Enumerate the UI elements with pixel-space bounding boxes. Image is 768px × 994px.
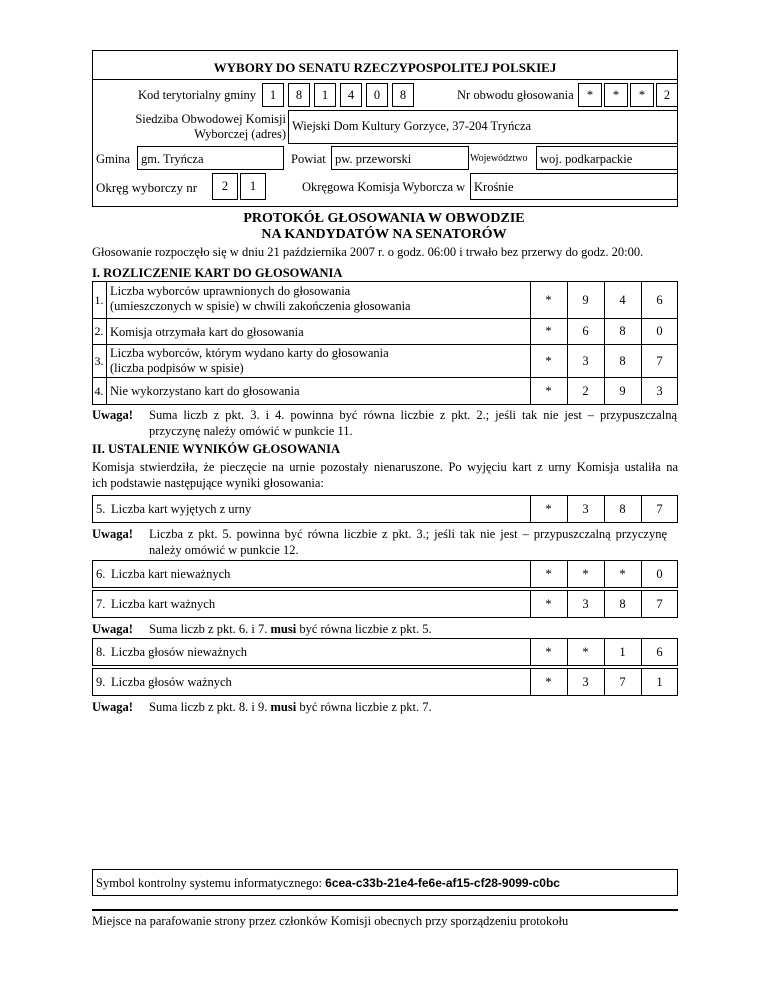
note-text-part: być równa liczbie z pkt. 7. <box>299 700 432 714</box>
row-number: 8. <box>96 645 106 659</box>
row-label-line: Liczba wyborców uprawnionych do głosowania <box>110 284 351 298</box>
digit-cell: * <box>545 501 552 516</box>
symbol-label: Symbol kontrolny systemu informatycznego: <box>96 876 323 890</box>
digit-cell: * <box>545 383 552 398</box>
digit-cell: 6 <box>582 324 589 338</box>
row-label: Liczba głosów nieważnych <box>111 645 248 659</box>
digit-cell: * <box>545 324 552 338</box>
wojewodztwo-label: Województwo <box>470 153 528 164</box>
symbol-value: 6cea-c33b-21e4-fe6e-af15-cf28-9099-c0bc <box>325 876 560 890</box>
row-number: 4. <box>94 383 104 398</box>
digit-cell: * <box>545 353 552 368</box>
row-number: 7. <box>96 597 106 611</box>
digit-cell: 4 <box>619 292 626 307</box>
siedziba-value: Wiejski Dom Kultury Gorzyce, 37-204 Tryńcza <box>292 119 532 133</box>
row-number: 6. <box>96 567 106 581</box>
okreg-label: Okręg wyborczy nr <box>96 180 198 195</box>
digit-cell: 8 <box>619 501 626 516</box>
digit-cell: 7 <box>656 596 663 611</box>
section2-intro: Komisja stwierdziła, że pieczęcie na urnie pozostały nienaruszone. Po wyjęciu kart z urny Komisja ustaliła na <box>92 460 678 474</box>
note-text <box>149 700 432 715</box>
powiat-value: pw. przeworski <box>335 152 412 166</box>
note-label: Uwaga! <box>92 408 133 422</box>
digit-cell: 3 <box>582 596 589 611</box>
obwod-digit: 2 <box>656 83 678 107</box>
row-label: Liczba kart wyjętych z urny <box>111 502 252 516</box>
note-text-part: być równa liczbie z pkt. 5. <box>299 622 432 636</box>
note-text: Suma liczb z pkt. 3. i 4. powinna być równa liczbie z pkt. 2.; jeśli tak nie jest – przypuszczalną <box>149 408 677 422</box>
row-number: 5. <box>96 502 106 516</box>
kod-digit: 8 <box>288 83 310 107</box>
row-label-line: (liczba podpisów w spisie) <box>110 361 244 375</box>
kod-digit: 1 <box>262 83 284 107</box>
digit-cell: 0 <box>656 566 663 581</box>
siedziba-label-line: Wyborczej (adres) <box>194 127 286 141</box>
section1-heading: I. ROZLICZENIE KART DO GŁOSOWANIA <box>92 266 343 280</box>
note-text-part: Suma liczb z pkt. 8. i 9. <box>149 700 268 714</box>
digit-cell: 9 <box>582 292 589 307</box>
note-label: Uwaga! <box>92 622 133 636</box>
digit-cell: 3 <box>582 353 589 368</box>
row-label <box>110 346 389 376</box>
row-label: Liczba głosów ważnych <box>111 675 232 689</box>
digit-cell: 3 <box>582 501 589 516</box>
wojewodztwo-value: woj. podkarpackie <box>540 152 633 166</box>
okreg-digit: 1 <box>240 173 266 200</box>
digit-cell: 1 <box>656 674 663 689</box>
digit-cell: * <box>582 644 589 659</box>
siedziba-label-line: Siedziba Obwodowej Komisji <box>135 112 286 126</box>
footer-divider <box>92 909 678 911</box>
note-emphasis: musi <box>270 700 297 714</box>
digit-cell: 9 <box>619 383 626 398</box>
digit-cell: * <box>545 566 552 581</box>
kod-digit: 0 <box>366 83 388 107</box>
row-label: Nie wykorzystano kart do głosowania <box>110 384 300 398</box>
digit-cell: * <box>545 596 552 611</box>
note-text <box>149 622 432 637</box>
obwod-digit: * <box>604 83 628 107</box>
digit-cell: 6 <box>656 292 663 307</box>
note-emphasis: musi <box>270 622 297 636</box>
digit-cell: 7 <box>619 674 626 689</box>
digit-cell: 7 <box>656 353 663 368</box>
row-number: 3. <box>94 353 104 368</box>
note-label: Uwaga! <box>92 700 133 714</box>
row-label: Liczba kart nieważnych <box>111 567 231 581</box>
row-label <box>110 284 411 314</box>
note-text: należy omówić w punkcie 12. <box>149 543 299 557</box>
powiat-label: Powiat <box>291 152 326 166</box>
obwod-digit: * <box>630 83 654 107</box>
row-label-line: (umieszczonych w spisie) w chwili zakończenia głosowania <box>110 299 411 313</box>
section2-intro: ich podstawie następujące wyniki głosowania: <box>92 476 324 490</box>
digit-cell: 0 <box>656 324 663 338</box>
okregowa-value: Krośnie <box>474 180 514 194</box>
gmina-value: gm. Tryńcza <box>141 152 204 166</box>
gmina-label: Gmina <box>96 152 131 166</box>
siedziba-label <box>96 112 286 142</box>
kod-digit: 8 <box>392 83 414 107</box>
digit-cell: * <box>545 292 552 307</box>
digit-cell: 7 <box>656 501 663 516</box>
row-label: Liczba kart ważnych <box>111 597 216 611</box>
section2-heading: II. USTALENIE WYNIKÓW GŁOSOWANIA <box>92 442 340 456</box>
okregowa-label: Okręgowa Komisja Wyborcza w <box>302 180 466 194</box>
symbol-line <box>96 876 560 891</box>
obwod-digit: * <box>578 83 602 107</box>
parafowanie-text: Miejsce na parafowanie strony przez członków Komisji obecnych przy sporządzeniu protokołu <box>92 914 569 928</box>
header-title: WYBORY DO SENATU RZECZYPOSPOLITEJ POLSKIEJ <box>213 60 557 75</box>
kod-digit: 1 <box>314 83 336 107</box>
kod-label: Kod terytorialny gminy <box>138 88 257 102</box>
protocol-intro: Głosowanie rozpoczęło się w dniu 21 października 2007 r. o godz. 06:00 i trwało bez przerwy do godz. 20:00. <box>92 245 644 259</box>
row-number: 2. <box>94 324 104 338</box>
row-label-line: Liczba wyborców, którym wydano karty do głosowania <box>110 346 389 360</box>
obwod-label: Nr obwodu głosowania <box>457 88 574 102</box>
digit-cell: 3 <box>656 383 663 398</box>
note-label: Uwaga! <box>92 527 133 541</box>
protocol-title: PROTOKÓŁ GŁOSOWANIA W OBWODZIE <box>243 211 525 226</box>
row-number: 1. <box>94 292 104 307</box>
note-text: przyczynę należy omówić w punkcie 11. <box>149 424 353 438</box>
note-text: Liczba z pkt. 5. powinna być równa liczbie z pkt. 3.; jeśli tak nie jest – przypuszczalną przyczynę <box>149 527 667 541</box>
digit-cell: 1 <box>619 644 626 659</box>
protocol-title: NA KANDYDATÓW NA SENATORÓW <box>261 227 507 242</box>
digit-cell: 6 <box>656 644 663 659</box>
kod-digit: 4 <box>340 83 362 107</box>
digit-cell: 2 <box>582 383 589 398</box>
digit-cell: 8 <box>619 324 626 338</box>
row-label: Komisja otrzymała kart do głosowania <box>110 324 304 339</box>
digit-cell: 8 <box>619 353 626 368</box>
row-number: 9. <box>96 675 106 689</box>
digit-cell: 3 <box>582 674 589 689</box>
digit-cell: * <box>619 566 626 581</box>
note-text-part: Suma liczb z pkt. 6. i 7. <box>149 622 268 636</box>
okreg-digit: 2 <box>212 173 238 200</box>
digit-cell: * <box>545 674 552 689</box>
digit-cell: * <box>582 566 589 581</box>
digit-cell: 8 <box>619 596 626 611</box>
digit-cell: * <box>545 644 552 659</box>
